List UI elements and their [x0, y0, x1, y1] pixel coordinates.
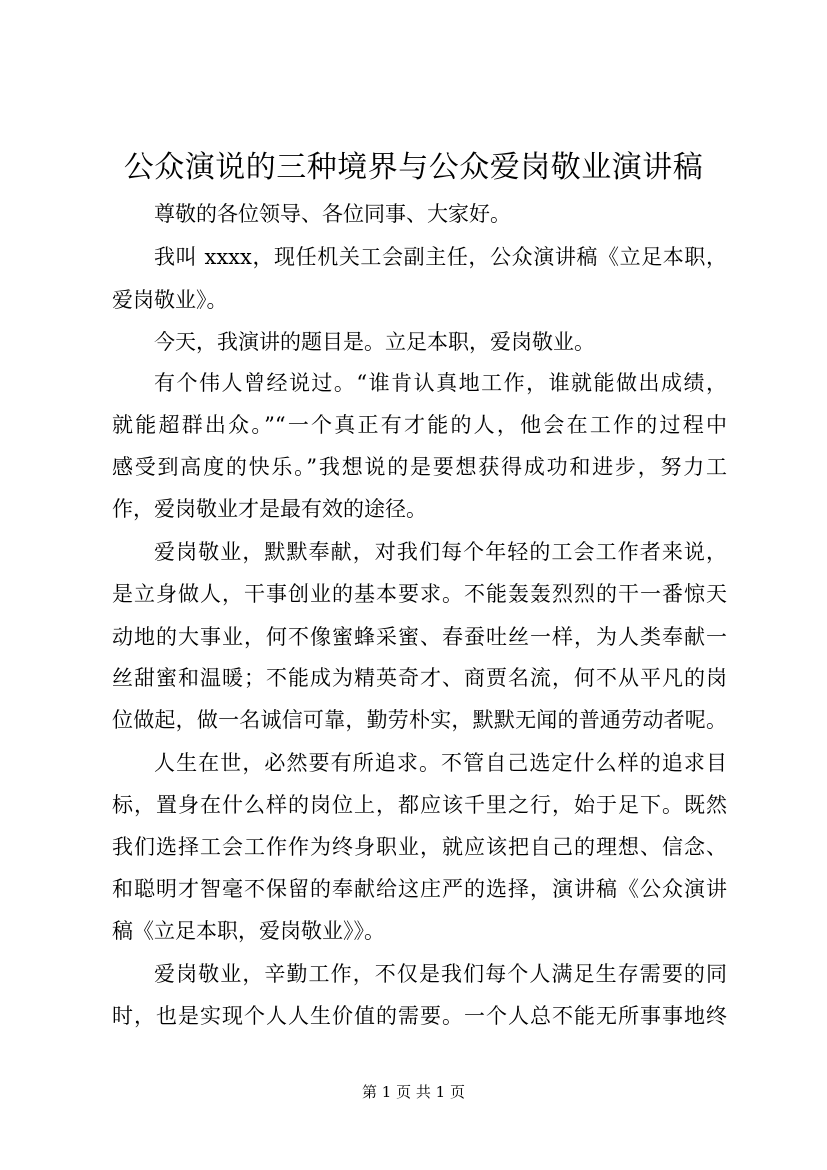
page-footer: 第 1 页 共 1 页 — [362, 1083, 465, 1101]
paragraph-line: 丝甜蜜和温暖；不能成为精英奇才、商贾名流，何不从平凡的岗 — [112, 666, 727, 690]
paragraph-line: 稿《立足本职，爱岗敬业》》。 — [112, 919, 385, 943]
paragraph-line: 时，也是实现个人人生价值的需要。一个人总不能无所事事地终 — [112, 1004, 727, 1028]
paragraph-line: 感受到高度的快乐。”我想说的是要想获得成功和进步，努力工 — [112, 455, 727, 479]
paragraph-line: 位做起，做一名诚信可靠，勤劳朴实，默默无闻的普通劳动者呢。 — [112, 708, 727, 732]
paragraph-line: 我们选择工会工作作为终身职业，就应该把自己的理想、信念、 — [112, 835, 727, 859]
paragraph-line: 和聪明才智毫不保留的奉献给这庄严的选择，演讲稿《公众演讲 — [112, 877, 727, 901]
paragraph-line: 动地的大事业，何不像蜜蜂采蜜、春蚕吐丝一样，为人类奉献一 — [112, 625, 727, 649]
paragraph-line: 我叫 xxxx，现任机关工会副主任，公众演讲稿《立足本职， — [154, 245, 727, 269]
paragraph-line: 今天，我演讲的题目是。立足本职，爱岗敬业。 — [154, 330, 595, 354]
paragraph-line: 爱岗敬业》。 — [112, 288, 228, 312]
paragraph-line: 尊敬的各位领导、各位同事、大家好。 — [154, 202, 511, 226]
paragraph-line: 有个伟人曾经说过。“谁肯认真地工作，谁就能做出成绩， — [154, 371, 727, 395]
paragraph-line: 标，置身在什么样的岗位上，都应该千里之行，始于足下。既然 — [112, 793, 727, 817]
paragraph-line: 人生在世，必然要有所追求。不管自己选定什么样的追求目 — [154, 751, 727, 775]
document-title: 公众演说的三种境界与公众爱岗敬业演讲稿 — [123, 150, 704, 185]
paragraph-line: 作，爱岗敬业才是最有效的途径。 — [112, 497, 427, 521]
paragraph-line: 爱岗敬业，默默奉献，对我们每个年轻的工会工作者来说， — [154, 540, 727, 564]
paragraph-line: 爱岗敬业，辛勤工作，不仅是我们每个人满足生存需要的同 — [154, 962, 727, 986]
paragraph-line: 是立身做人，干事创业的基本要求。不能轰轰烈烈的干一番惊天 — [112, 582, 727, 606]
paragraph-line: 就能超群出众。”“一个真正有才能的人，他会在工作的过程中 — [112, 413, 727, 437]
